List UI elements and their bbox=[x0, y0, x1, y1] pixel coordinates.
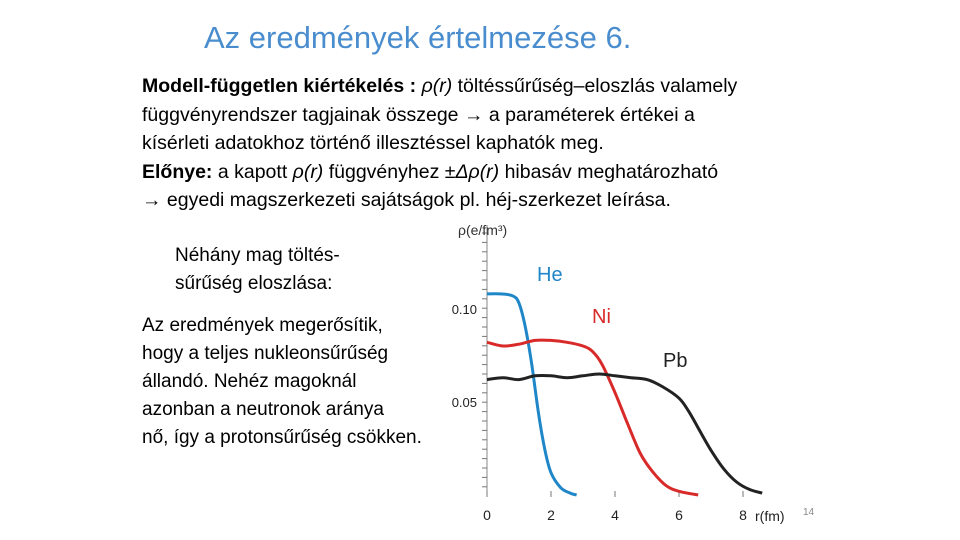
rho-symbol: ρ(r) bbox=[421, 75, 453, 97]
text-line-4-a: a kapott bbox=[212, 160, 293, 183]
density-caption bbox=[175, 242, 340, 298]
text-line-2: függvényrendszer tagjainak összege → a paraméterek értékei a bbox=[142, 103, 695, 126]
x-tick-label: 6 bbox=[675, 507, 683, 523]
y-tick-label: 0.05 bbox=[451, 394, 477, 410]
series-line-pb bbox=[487, 374, 762, 493]
text-line-1 bbox=[142, 72, 842, 101]
x-tick-label: 2 bbox=[547, 507, 555, 523]
x-tick-label: 8 bbox=[739, 507, 747, 523]
main-text bbox=[142, 72, 842, 215]
conclusion-line: Az eredmények megerősítik, bbox=[142, 315, 383, 336]
text-line-4 bbox=[142, 158, 842, 187]
x-tick-label: 0 bbox=[483, 507, 491, 523]
model-independent-label: Modell-független kiértékelés : bbox=[142, 75, 422, 97]
text-line-3: kísérleti adatokhoz történő illesztéssel kaphatók meg. bbox=[142, 132, 604, 154]
series-label-pb: Pb bbox=[663, 350, 688, 372]
text-line-4-b: függvényhez ± bbox=[323, 160, 456, 183]
conclusion-line: állandó. Nehéz magoknál bbox=[142, 371, 357, 392]
x-tick-label: 4 bbox=[611, 507, 619, 523]
page-number: 14 bbox=[803, 507, 815, 518]
slide-title: Az eredmények értelmezése 6. bbox=[204, 20, 632, 55]
series-line-he bbox=[487, 294, 577, 495]
density-caption-line-2: sűrűség eloszlása: bbox=[175, 273, 333, 294]
y-tick-label: 0.10 bbox=[451, 301, 477, 317]
chart-axes bbox=[482, 225, 743, 497]
series-label-ni: Ni bbox=[592, 306, 611, 328]
chart-series bbox=[487, 294, 762, 495]
rho-symbol-2: ρ(r) bbox=[292, 160, 324, 183]
conclusion-line: hogy a teljes nukleonsűrűség bbox=[142, 343, 389, 364]
conclusion-line: azonban a neutronok aránya bbox=[142, 399, 384, 420]
text-line-4-c: hibasáv meghatározható bbox=[499, 160, 719, 183]
density-chart bbox=[440, 215, 820, 527]
y-axis-label: ρ(e/fm³) bbox=[458, 222, 508, 238]
density-caption-line-1: Néhány mag töltés- bbox=[175, 245, 340, 266]
x-axis-label: r(fm) bbox=[755, 508, 785, 524]
delta-rho-symbol: Δρ(r) bbox=[455, 160, 500, 183]
series-label-he: He bbox=[537, 264, 563, 286]
text-line-5: → egyedi magszerkezeti sajátságok pl. héj-szerkezet leírása. bbox=[142, 189, 671, 211]
advantage-label: Előnye: bbox=[142, 160, 213, 183]
conclusion-text bbox=[142, 312, 422, 452]
text-line-1-rest: töltéssűrűség–eloszlás valamely bbox=[452, 75, 738, 97]
conclusion-line: nő, így a protonsűrűség csökken. bbox=[142, 427, 422, 448]
